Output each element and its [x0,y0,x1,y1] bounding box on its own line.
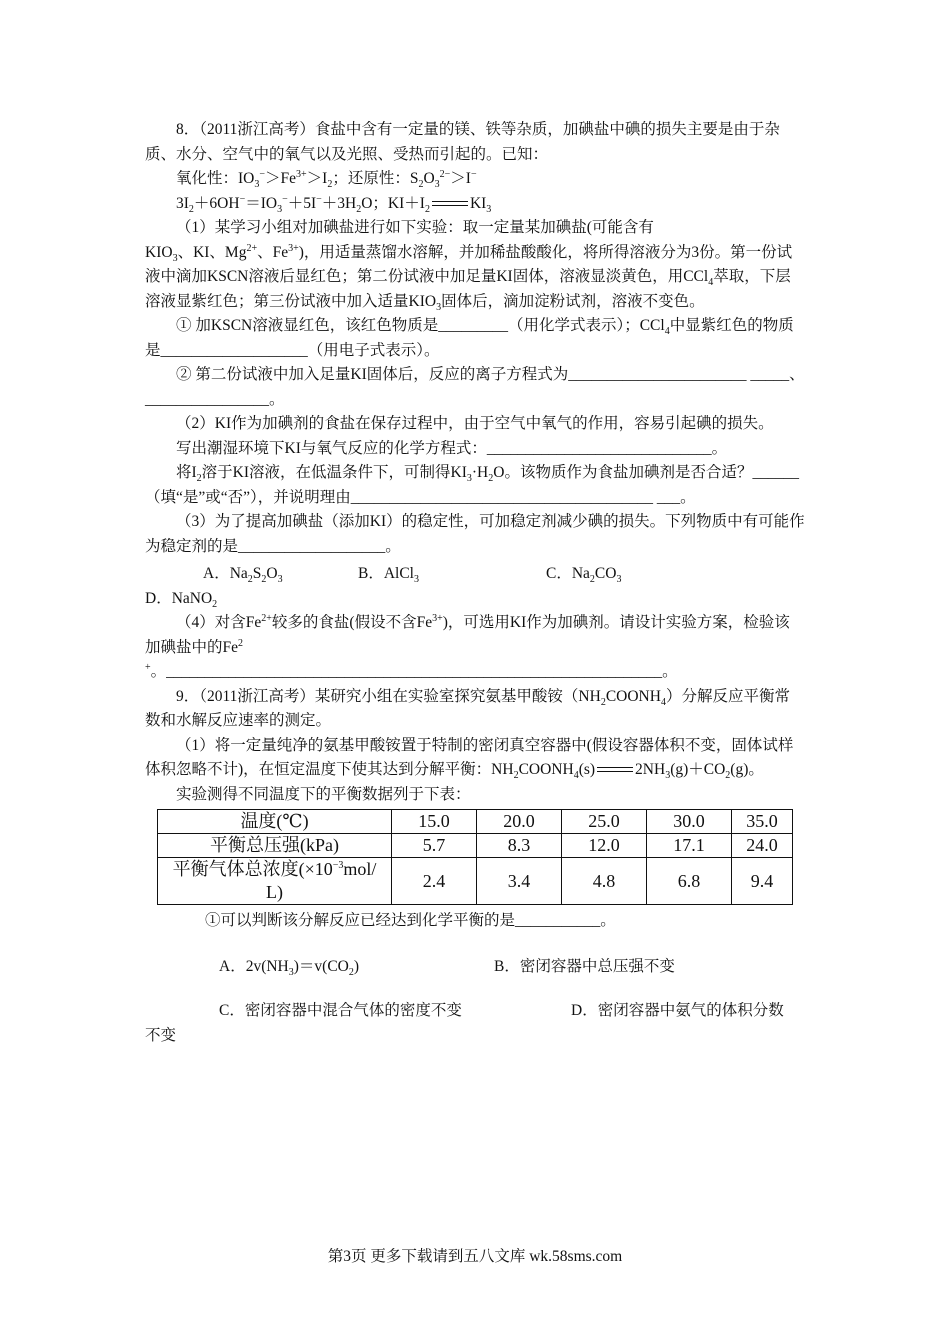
q8-oxidation-line: 氧化性：$IO_3^->Fe^{3+}>I_2$；还原性：$S_2O_3^{2-}>I^-$ [176,168,477,191]
row-label-temperature: 温度(℃) [158,810,392,834]
q9-table-intro: 实验测得不同温度下的平衡数据列于下表： [176,785,471,803]
equilibrium-arrow-icon [430,199,470,209]
table-cell: 3.4 [477,858,562,905]
row-label-pressure: 平衡总压强(kPa) [158,834,392,858]
choice-a: A．$2v(NH_3)=v(CO_2)$ [219,957,360,978]
q9-part1: （1）将一定量纯净的氨基甲酸铵置于特制的密闭真空容器中(假设容器体积不变，固体试样体积忽略不计)，在恒定温度下使其达到分解平衡：$NH_2COONH_4(s)$ $2NH_3(g)+CO_2(g)$。 [145,736,794,782]
q9-choices-row-2 [145,998,805,1024]
page-footer: 第3页 更多下载请到五八文库 wk.58sms.com [327,1248,623,1265]
q9-intro: 9．（2011浙江高考）某研究小组在实验室探究氨基甲酸铵$(NH_2COONH_4)$分解反应平衡常数和水解反应速率的测定。 [145,687,790,729]
table-cell: 12.0 [562,834,647,858]
choice-c: C．密闭容器中混合气体的密度不变 [219,1001,462,1019]
q8-part3: （3）为了提高加碘盐（添加KI）的稳定性，可加稳定剂减少碘的损失。下列物质中有可能作为稳定剂的是___________________。 [145,513,805,555]
table-cell: 4.8 [562,858,647,905]
table-cell: 9.4 [732,858,793,905]
q9-sub1: ①可以判断该分解反应已经达到化学平衡的是___________。 [205,912,616,929]
q8-part4-cont: +。________________________________________________________________。 [145,661,678,680]
choice-b: B．密闭容器中总压强不变 [494,957,675,975]
q8-part2-question: 将$I_2$溶于KI溶液，在低温条件下，可制得$KI_3\cdot H_2O$。该物质作为食盐加碘剂是否合适？______（填“是”或“否”），并说明理由_______________________________________ ___。 [145,464,799,506]
q8-sub1: ① 加KSCN溶液显红色，该红色物质是_________（用化学式表示）；CCl$_4$中显紫红色的物质是___________________（用电子式表示）。 [145,317,794,359]
q8-part1-body: $KIO_3$、KI、$Mg^{2+}$、$Fe^{3+}$)，用适量蒸馏水溶解，并加稀盐酸酸化，将所得溶液分为3份。第一份试液中滴加KSCN溶液后显红色；第二份试液中加足量KI固体，溶液显淡黄色，用CCl$_4$萃取，下层溶液显紫红色；第三份试液中加入适量$KIO_3$固体后，滴加淀粉试剂，溶液不变色。 [145,242,793,313]
table-cell: 25.0 [562,810,647,834]
option-c: C．$Na_2CO_3$ [546,565,622,586]
q8-equation-line: $3I_2+6OH^-=IO_3^-+5I^-+3H_2O$；$KI+I_2$ $KI_3$ [176,193,492,215]
table-cell: 15.0 [392,810,477,834]
table-cell: 30.0 [647,810,732,834]
table-row [158,810,793,834]
row-label-concentration: 平衡气体总浓度($\times 10^{-3}mol/$ L) [158,858,392,905]
table-row [158,858,793,905]
choice-d: D．密闭容器中氨气的体积分数 [571,1001,784,1019]
table-row [158,834,793,858]
option-d: D．NaNO$_2$ [145,590,218,611]
table-cell: 8.3 [477,834,562,858]
table-cell: 2.4 [392,858,477,905]
table-cell: 20.0 [477,810,562,834]
table-cell: 6.8 [647,858,732,905]
equilibrium-data-table [157,809,793,905]
table-cell: 17.1 [647,834,732,858]
table-cell: 24.0 [732,834,793,858]
q8-sub2: ② 第二份试液中加入足量KI固体后，反应的离子方程式为_______________________ _____、________________。 [145,366,805,408]
q8-part2-write: 写出潮湿环境下KI与氧气反应的化学方程式：_____________________________。 [176,439,728,457]
table-cell: 5.7 [392,834,477,858]
document-body [145,118,805,1048]
q8-part4: （4）对含$Fe^{2+}$较多的食盐(假设不含$Fe^{3+}$)，可选用KI作为加碘剂。请设计实验方案，检验该加碘盐中的Fe$^2$ [145,612,790,656]
table-cell: 35.0 [732,810,793,834]
q8-part1-intro: （1）某学习小组对加碘盐进行如下实验：取一定量某加碘盐(可能含有 [176,219,654,236]
choice-d-cont: 不变 [145,1026,177,1044]
option-b: B．AlCl$_3$ [358,565,419,586]
equilibrium-arrow-icon [595,765,635,775]
q9-choices-row-1 [145,954,805,980]
q8-part2-intro: （2）KI作为加碘剂的食盐在保存过程中，由于空气中氧气的作用，容易引起碘的损失。 [176,415,774,432]
q8-options-row [145,561,805,587]
option-a: A．$Na_2S_2O_3$ [203,565,283,586]
q8-intro: 8．（2011浙江高考）食盐中含有一定量的镁、铁等杂质，加碘盐中碘的损失主要是由于杂质、水分、空气中的氧气以及光照、受热而引起的。已知： [145,121,780,163]
